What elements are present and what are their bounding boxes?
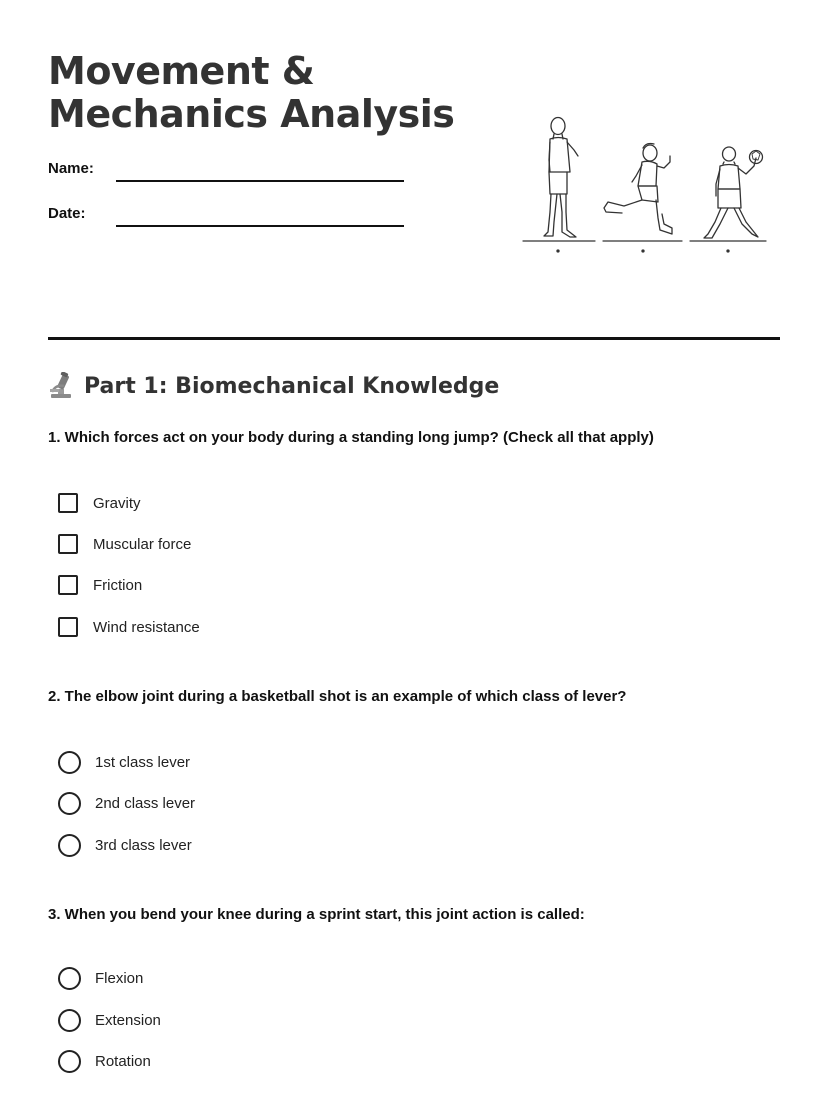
option-label: Wind resistance bbox=[93, 618, 200, 636]
q3-option-extension[interactable] bbox=[58, 1008, 161, 1032]
q1-option-friction[interactable] bbox=[58, 573, 142, 597]
standing-figure-icon bbox=[523, 118, 595, 253]
option-label: Gravity bbox=[93, 494, 141, 512]
q2-option-1st-class[interactable] bbox=[58, 750, 190, 774]
question-1: 1. Which forces act on your body during a standing long jump? (Check all that apply) bbox=[48, 429, 654, 446]
name-field[interactable] bbox=[116, 180, 404, 182]
radio-button[interactable] bbox=[58, 834, 81, 857]
part-1-heading bbox=[48, 372, 499, 400]
option-label: 3rd class lever bbox=[95, 836, 192, 854]
microscope-icon bbox=[48, 372, 74, 400]
date-label: Date: bbox=[48, 205, 86, 222]
option-label: Extension bbox=[95, 1011, 161, 1029]
question-2: 2. The elbow joint during a basketball shot is an example of which class of lever? bbox=[48, 688, 627, 705]
q2-option-3rd-class[interactable] bbox=[58, 833, 192, 857]
q1-option-gravity[interactable] bbox=[58, 491, 141, 515]
option-label: Muscular force bbox=[93, 535, 192, 553]
question-3: 3. When you bend your knee during a sprint start, this joint action is called: bbox=[48, 906, 585, 923]
option-label: Rotation bbox=[95, 1052, 151, 1070]
radio-button[interactable] bbox=[58, 1009, 81, 1032]
movement-illustration bbox=[520, 112, 772, 258]
name-label: Name: bbox=[48, 160, 94, 177]
part-1-title: Part 1: Biomechanical Knowledge bbox=[84, 373, 500, 399]
option-label: Friction bbox=[93, 576, 143, 594]
q3-option-flexion[interactable] bbox=[58, 966, 143, 990]
radio-button[interactable] bbox=[58, 792, 81, 815]
q1-option-muscular-force[interactable] bbox=[58, 532, 191, 556]
option-label: 2nd class lever bbox=[95, 794, 196, 812]
checkbox[interactable] bbox=[58, 575, 78, 595]
radio-button[interactable] bbox=[58, 751, 81, 774]
checkbox[interactable] bbox=[58, 617, 78, 637]
page-title: Movement & Mechanics Analysis bbox=[48, 49, 455, 136]
option-label: 1st class lever bbox=[95, 753, 191, 771]
checkbox[interactable] bbox=[58, 493, 78, 513]
sprinting-figure-icon bbox=[603, 144, 682, 253]
checkbox[interactable] bbox=[58, 534, 78, 554]
q2-option-2nd-class[interactable] bbox=[58, 791, 195, 815]
q1-option-wind-resistance[interactable] bbox=[58, 615, 200, 639]
radio-button[interactable] bbox=[58, 967, 81, 990]
throwing-figure-icon bbox=[690, 147, 766, 252]
date-field[interactable] bbox=[116, 225, 404, 227]
q3-option-rotation[interactable] bbox=[58, 1049, 151, 1073]
option-label: Flexion bbox=[95, 969, 144, 987]
radio-button[interactable] bbox=[58, 1050, 81, 1073]
section-divider bbox=[48, 337, 780, 340]
